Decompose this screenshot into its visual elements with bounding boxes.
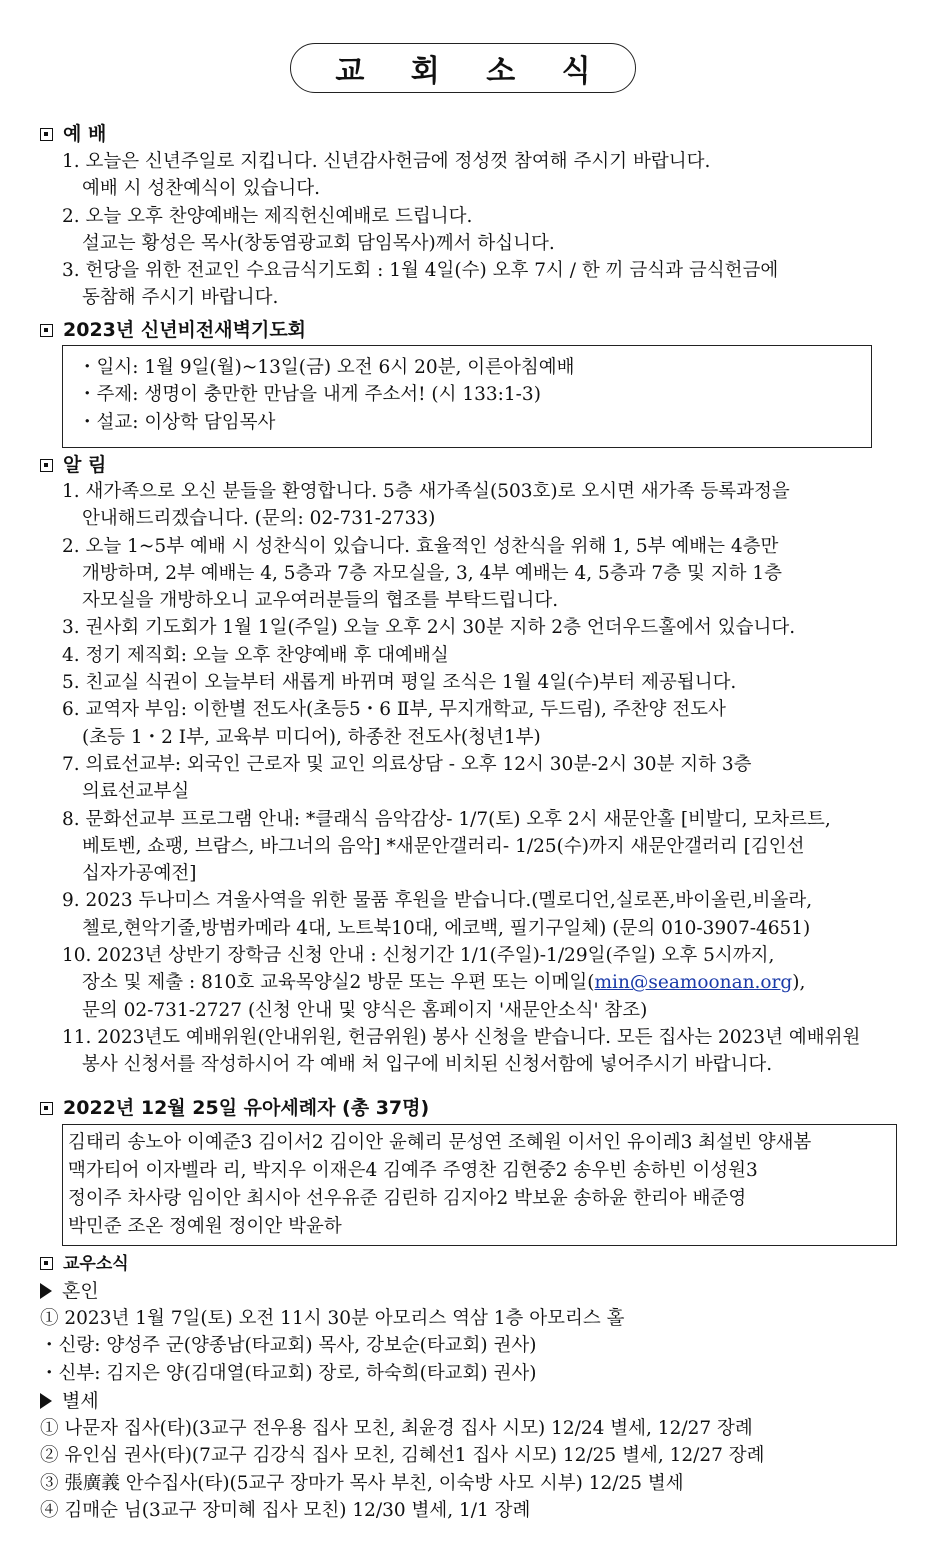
section-heading-member-news: 교우소식 bbox=[40, 1250, 129, 1278]
section-heading-notices: 알 림 bbox=[40, 451, 106, 479]
list-item: 첼로,현악기줄,방범카메라 4대, 노트북10대, 에코백, 필기구일체) (문의 010-3907-4651) bbox=[82, 917, 811, 939]
list-item: 십자가공예전] bbox=[82, 863, 197, 885]
list-item: 11. 2023년도 예배위원(안내위원, 헌금위원) 봉사 신청을 받습니다. 모든 집사는 2023년 예배위원 bbox=[62, 1026, 861, 1048]
page-title: 교 회 소 식 bbox=[290, 43, 636, 93]
list-item: 의료선교부실 bbox=[82, 781, 190, 803]
wedding-heading: 혼인 bbox=[40, 1278, 99, 1305]
list-item: ③ 張廣義 안수집사(타)(5교구 장마가 목사 부친, 이숙방 사모 시부) 12/25 별세 bbox=[40, 1472, 684, 1494]
list-item: 봉사 신청서를 작성하시어 각 예배 처 입구에 비치된 신청서함에 넣어주시기 바랍니다. bbox=[82, 1054, 773, 1076]
section-heading-worship: 예 배 bbox=[40, 120, 106, 148]
list-item: 1. 새가족으로 오신 분들을 환영합니다. 5층 새가족실(503호)로 오시면 새가족 등록과정을 bbox=[62, 481, 790, 502]
list-item: 2. 오늘 오후 찬양예배는 제직헌신예배로 드립니다. bbox=[62, 205, 473, 227]
list-item: ・신부: 김지은 양(김대열(타교회) 장로, 하숙희(타교회) 권사) bbox=[40, 1362, 537, 1384]
dawn-prayer-list bbox=[78, 354, 574, 436]
list-item: ・주제: 생명이 충만한 만남을 내게 주소서! (시 133:1-3) bbox=[78, 384, 541, 406]
list-item: ② 유인심 권사(타)(7교구 김강식 집사 모친, 김혜선1 집사 시모) 12/25 별세, 12/27 장례 bbox=[40, 1445, 765, 1467]
section-heading-baptism: 2022년 12월 25일 유아세례자 (총 37명) bbox=[40, 1094, 429, 1122]
list-item: 3. 헌당을 위한 전교인 수요금식기도회 : 1월 4일(수) 오후 7시 / 한 끼 금식과 금식헌금에 bbox=[62, 260, 779, 282]
passing-list bbox=[40, 1415, 765, 1524]
list-item: 6. 교역자 부임: 이한별 전도사(초등5・6 Ⅱ부, 무지개학교, 두드림), 주찬양 전도사 bbox=[62, 699, 726, 721]
list-item: ・신랑: 양성주 군(양종남(타교회) 목사, 강보순(타교회) 권사) bbox=[40, 1335, 537, 1357]
list-item: 안내해드리겠습니다. (문의: 02-731-2733) bbox=[82, 508, 436, 530]
list-item: ① 나문자 집사(타)(3교구 전우용 집사 모친, 최윤경 집사 시모) 12/24 별세, 12/27 장례 bbox=[40, 1418, 753, 1439]
list-item: ・일시: 1월 9일(월)~13일(금) 오전 6시 20분, 이른아침예배 bbox=[78, 357, 575, 378]
list-item: 김태리 송노아 이예준3 김이서2 김이안 윤혜리 문성연 조혜원 이서인 유이레3 최설빈 양새봄 bbox=[68, 1132, 812, 1153]
wedding-list bbox=[40, 1305, 625, 1387]
square-bullet-icon bbox=[40, 324, 53, 337]
list-item: 정이주 차사랑 임이안 최시아 선우유준 김린하 김지아2 박보윤 송하윤 한리아 배준영 bbox=[68, 1188, 747, 1209]
list-item: 1. 오늘은 신년주일로 지킵니다. 신년감사헌금에 정성껏 참여해 주시기 바랍니다. bbox=[62, 151, 711, 172]
triangle-bullet-icon bbox=[40, 1393, 52, 1409]
square-bullet-icon bbox=[40, 128, 53, 141]
list-item: (초등 1・2 Ⅰ부, 교육부 미디어), 하종찬 전도사(청년1부) bbox=[82, 726, 541, 748]
square-bullet-icon bbox=[40, 459, 53, 472]
list-item: ④ 김매순 님(3교구 장미혜 집사 모친) 12/30 별세, 1/1 장례 bbox=[40, 1499, 531, 1521]
baptism-list bbox=[68, 1129, 811, 1241]
list-item: 5. 친교실 식권이 오늘부터 새롭게 바뀌며 평일 조식은 1월 4일(수)부터 제공됩니다. bbox=[62, 672, 737, 694]
passing-heading: 별세 bbox=[40, 1388, 99, 1415]
square-bullet-icon bbox=[40, 1257, 53, 1270]
list-item: 예배 시 성찬예식이 있습니다. bbox=[82, 178, 320, 200]
list-item: 개방하며, 2부 예배는 4, 5층과 7층 자모실을, 3, 4부 예배는 4, 5층과 7층 및 지하 1층 bbox=[82, 562, 782, 584]
list-item: 박민준 조온 정예원 정이안 박윤하 bbox=[68, 1216, 342, 1237]
list-item: 장소 및 제출 : 810호 교육목양실2 방문 또는 우편 또는 이메일(min@seamoonan.org), bbox=[82, 972, 806, 994]
list-item: 8. 문화선교부 프로그램 안내: *클래식 음악감상- 1/7(토) 오후 2시 새문안홀 [비발디, 모차르트, bbox=[62, 808, 831, 830]
list-item: ・설교: 이상학 담임목사 bbox=[78, 411, 276, 433]
worship-list bbox=[62, 148, 778, 312]
square-bullet-icon bbox=[40, 1102, 53, 1115]
list-item: ① 2023년 1월 7일(토) 오전 11시 30분 아모리스 역삼 1층 아모리스 홀 bbox=[40, 1308, 625, 1329]
list-item: 10. 2023년 상반기 장학금 신청 안내 : 신청기간 1/1(주일)-1/29일(주일) 오후 5시까지, bbox=[62, 945, 775, 967]
list-item: 문의 02-731-2727 (신청 안내 및 양식은 홈페이지 '새문안소식' 참조) bbox=[82, 999, 648, 1021]
list-item: 자모실을 개방하오니 교우여러분들의 협조를 부탁드립니다. bbox=[82, 590, 559, 612]
section-heading-dawn-prayer: 2023년 신년비전새벽기도회 bbox=[40, 316, 306, 344]
list-item: 3. 권사회 기도회가 1월 1일(주일) 오늘 오후 2시 30분 지하 2층 언더우드홀에서 있습니다. bbox=[62, 617, 796, 639]
list-item: 베토벤, 쇼팽, 브람스, 바그너의 음악] *새문안갤러리- 1/25(수)까지 새문안갤러리 [김인선 bbox=[82, 835, 805, 857]
list-item: 4. 정기 제직회: 오늘 오후 찬양예배 후 대예배실 bbox=[62, 644, 449, 666]
list-item: 설교는 황성은 목사(창동염광교회 담임목사)께서 하십니다. bbox=[82, 232, 555, 254]
list-item: 9. 2023 두나미스 겨울사역을 위한 물품 후원을 받습니다.(멜로디언,실로폰,바이올린,비올라, bbox=[62, 890, 813, 912]
list-item: 동참해 주시기 바랍니다. bbox=[82, 287, 279, 309]
list-item: 2. 오늘 1~5부 예배 시 성찬식이 있습니다. 효율적인 성찬식을 위해 1, 5부 예배는 4층만 bbox=[62, 535, 779, 557]
list-item: 맥가티어 이자벨라 리, 박지우 이재은4 김예주 주영찬 김현중2 송우빈 송하빈 이성원3 bbox=[68, 1160, 758, 1181]
triangle-bullet-icon bbox=[40, 1283, 52, 1299]
email-link[interactable]: min@seamoonan.org bbox=[594, 972, 793, 994]
list-item: 7. 의료선교부: 외국인 근로자 및 교인 의료상담 - 오후 12시 30분-2시 30분 지하 3층 bbox=[62, 753, 752, 775]
notices-list bbox=[62, 478, 860, 1079]
